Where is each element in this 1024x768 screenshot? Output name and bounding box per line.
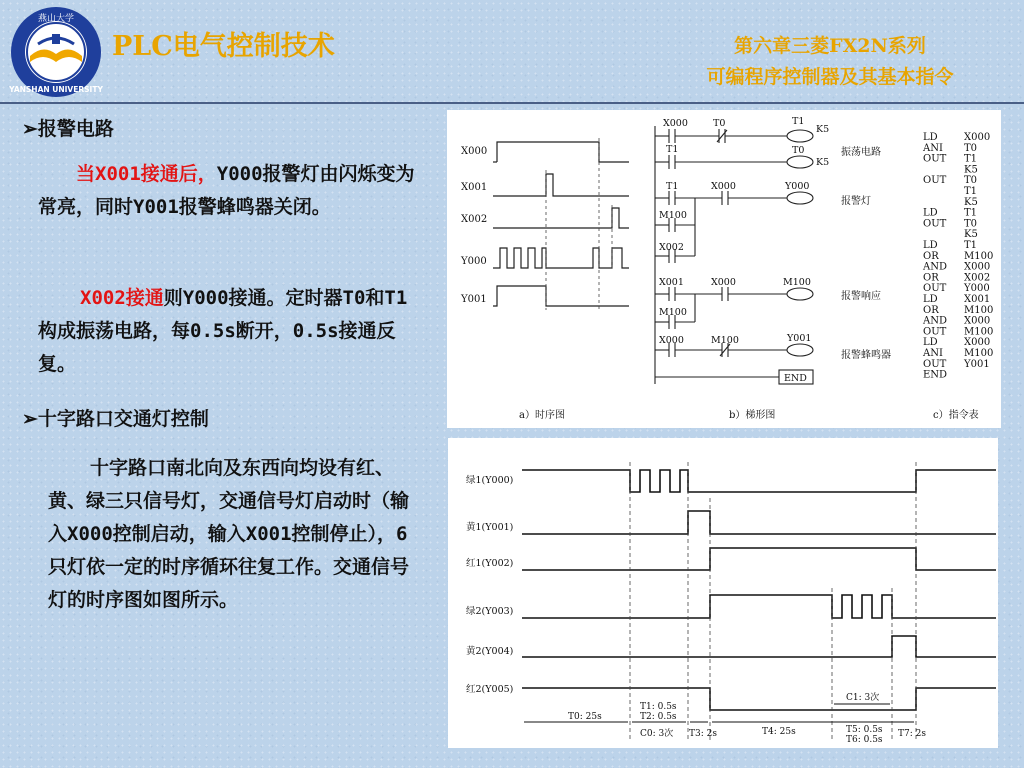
contact-label: T1 — [666, 144, 679, 155]
instruction-operand: X001 — [964, 294, 991, 305]
interval-label: T2: 0.5s — [640, 712, 677, 722]
instruction-operand: M100 — [964, 250, 994, 262]
chapter-title — [650, 31, 1010, 93]
coil-label: T1 — [792, 116, 805, 127]
body-text: 则Y000接通。定时器T0和T1构成振荡电路，每0.5s断开，0.5s接通反复。 — [38, 287, 408, 375]
coil-label: T0 — [792, 145, 805, 156]
contact-label: X000 — [711, 277, 736, 288]
instruction-opcode: ANI — [923, 348, 943, 359]
bullet-label: 报警电路 — [37, 118, 114, 140]
caption-timing: a）时序图 — [519, 410, 565, 421]
instruction-operand: T0 — [964, 218, 978, 230]
chapter-line-1: 第六章三菱FX2N系列 — [734, 35, 926, 57]
instruction-operand: T0 — [964, 142, 978, 154]
instruction-operand: K5 — [964, 164, 978, 176]
interval-label: T6: 0.5s — [846, 735, 883, 745]
instruction-opcode: LD — [923, 337, 938, 349]
interval-label: T3: 2s — [689, 729, 717, 739]
instruction-operand: X000 — [964, 315, 991, 327]
instruction-operand: Y001 — [964, 358, 990, 370]
instruction-opcode: OUT — [923, 218, 947, 230]
timing-signal-label: X002 — [461, 214, 488, 225]
coil-param: K5 — [816, 124, 830, 135]
contact-label: X000 — [711, 181, 736, 192]
interval-label: C0: 3次 — [640, 729, 674, 739]
timing-signal-label: X000 — [461, 146, 488, 157]
instruction-opcode: ANI — [923, 142, 943, 154]
instruction-operand: K5 — [964, 229, 978, 241]
rung-comment: 报警响应 — [841, 291, 881, 302]
timing-signal-label: X001 — [461, 182, 488, 193]
contact-label: T0 — [713, 118, 726, 129]
logo-top-text: 燕山大学 — [37, 14, 75, 24]
interval-label: T5: 0.5s — [846, 725, 883, 735]
signal-label: 红1(Y002) — [466, 558, 514, 569]
interval-label: T7: 2s — [898, 729, 926, 739]
bullet-traffic-light — [22, 404, 209, 431]
signal-waveforms — [522, 470, 996, 710]
instruction-operand: X002 — [964, 272, 991, 284]
highlight-text: X002接通 — [80, 287, 164, 309]
signal-label: 绿2(Y003) — [466, 606, 514, 617]
instruction-opcode: OR — [923, 304, 939, 316]
instruction-opcode: OR — [923, 272, 939, 284]
instruction-operand: Y000 — [964, 283, 990, 295]
body-text: Y000报警灯由闪烁变为常亮，同时Y001报警蜂鸣器关闭。 — [38, 163, 415, 218]
signal-label: 黄1(Y001) — [466, 522, 514, 533]
highlight-text: 当X001接通后， — [76, 163, 217, 185]
instruction-opcode: LD — [923, 132, 938, 143]
instruction-operand: K5 — [964, 196, 978, 208]
signal-label: 绿1(Y000) — [466, 475, 514, 486]
coil-label: Y001 — [787, 333, 812, 344]
alarm-timing-chart — [493, 142, 629, 306]
contact-label: X001 — [659, 277, 684, 288]
instruction-opcode: LD — [923, 207, 938, 219]
contact-label: M100 — [659, 210, 687, 221]
end-label: END — [784, 373, 807, 384]
interval-label: T4: 25s — [762, 727, 796, 737]
coil-label: Y000 — [785, 181, 810, 192]
instruction-operand: T1 — [964, 207, 978, 219]
instruction-opcode: END — [923, 369, 948, 381]
signal-label: 黄2(Y004) — [466, 646, 514, 657]
instruction-list — [922, 132, 993, 381]
traffic-paragraph: 十字路口南北向及东西向均设有红、黄、绿三只信号灯，交通信号灯启动时（输入X000控制启动，输入X001控制停止），6只灯依一定的时序循环往复工作。交通信号灯的时序图如图所示。 — [48, 457, 410, 611]
instruction-opcode: LD — [923, 240, 938, 251]
alarm-paragraph-2 — [38, 282, 426, 381]
instruction-opcode: OUT — [923, 153, 947, 165]
instruction-operand: M100 — [964, 326, 994, 338]
arrow-bullet-icon: ➢ — [22, 408, 38, 430]
traffic-timing-figure — [448, 438, 998, 748]
instruction-operand: T1 — [964, 186, 978, 197]
instruction-operand: X000 — [964, 261, 991, 273]
timing-signal-label: Y000 — [461, 256, 487, 267]
signal-label: 红2(Y005) — [466, 684, 514, 695]
bullet-alarm-circuit — [22, 114, 114, 141]
instruction-opcode: OR — [923, 250, 939, 262]
instruction-opcode: OUT — [923, 326, 947, 338]
chapter-line-2: 可编程序控制器及其基本指令 — [706, 66, 954, 88]
contact-label: X000 — [663, 118, 688, 129]
interval-label: T0: 25s — [568, 712, 602, 722]
instruction-operand: T0 — [964, 175, 978, 187]
instruction-operand: X000 — [964, 132, 991, 143]
interval-label: C1: 3次 — [846, 693, 880, 703]
instruction-operand: T1 — [964, 240, 978, 251]
contact-label: X000 — [659, 335, 684, 346]
caption-ladder: b）梯形图 — [729, 410, 776, 421]
instruction-opcode: OUT — [923, 175, 947, 187]
logo-ring-text: YANSHAN UNIVERSITY — [9, 85, 103, 94]
contact-label: X002 — [659, 242, 684, 253]
instruction-opcode: OUT — [923, 358, 947, 370]
timing-signal-label: Y001 — [461, 294, 487, 305]
university-logo — [8, 4, 104, 100]
rung-comment: 报警蜂鸣器 — [841, 350, 891, 361]
instruction-opcode: AND — [923, 261, 947, 273]
instruction-opcode: AND — [923, 315, 947, 327]
bullet-label: 十字路口交通灯控制 — [37, 408, 209, 430]
interval-label: T1: 0.5s — [640, 702, 677, 712]
caption-instructions: c）指令表 — [933, 410, 979, 421]
alarm-paragraph-1 — [38, 158, 423, 224]
instruction-operand: M100 — [964, 348, 994, 359]
coil-label: M100 — [783, 277, 811, 288]
alarm-figure — [447, 110, 1001, 428]
contact-label: M100 — [711, 335, 739, 346]
arrow-bullet-icon: ➢ — [22, 118, 38, 140]
instruction-operand: M100 — [964, 304, 994, 316]
instruction-opcode: LD — [923, 294, 938, 305]
instruction-operand: T1 — [964, 153, 978, 165]
rung-comment: 报警灯 — [841, 196, 871, 207]
header-divider — [0, 102, 1024, 104]
coil-param: K5 — [816, 157, 830, 168]
contact-label: T1 — [666, 181, 679, 192]
contact-label: M100 — [659, 307, 687, 318]
page-title: PLC电气控制技术 — [112, 31, 335, 62]
instruction-opcode: OUT — [923, 283, 947, 295]
instruction-operand: X000 — [964, 337, 991, 349]
rung-comment: 振荡电路 — [841, 147, 881, 158]
